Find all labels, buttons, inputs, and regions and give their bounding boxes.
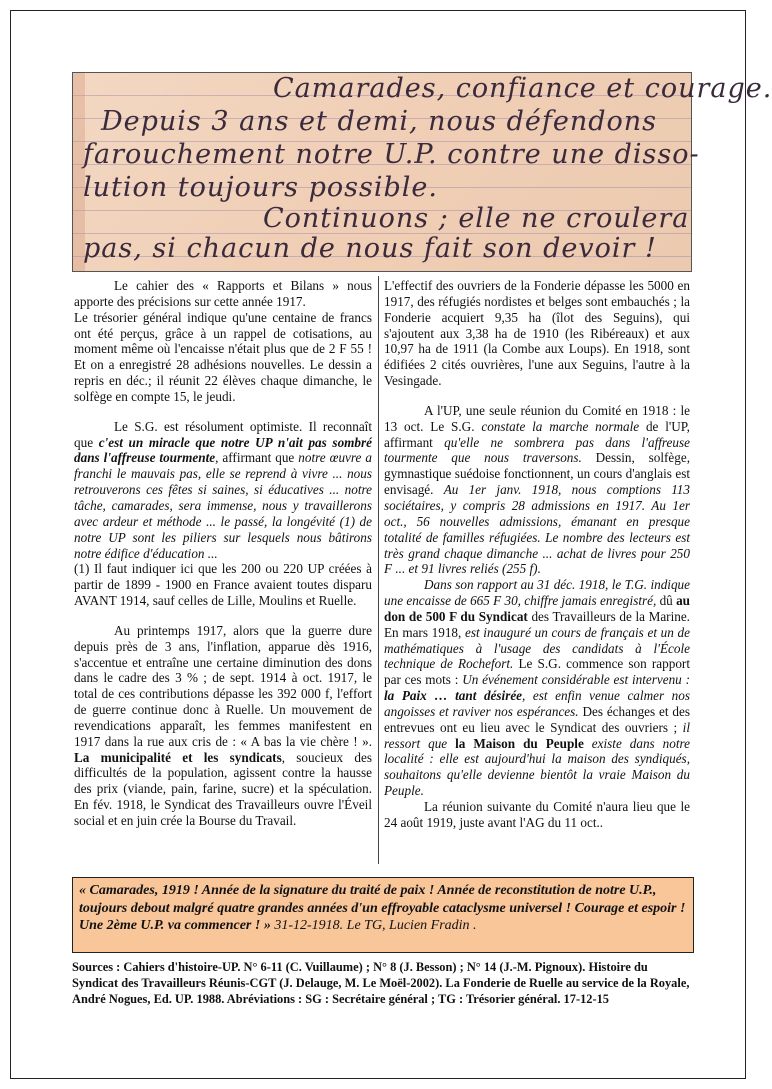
quote-box	[72, 877, 694, 953]
handwritten-manuscript-image	[72, 72, 772, 272]
manuscript-line: Camarades, confiance et courage.	[273, 73, 772, 104]
left-column	[74, 278, 372, 829]
column-divider	[378, 276, 379, 864]
paragraph: Le S.G. est résolument optimiste. Il reconnaît que c'est un miracle que notre UP n'ait pas sombré dans l'affreuse tourmente, affirmant que notre œuvre a franchi le mauvais pas, elle se reprend à vivre ... nous retrouverons ces fêtes si saines, si éducatives ... notre tâche, camarades, sera immense, nous y travaillerons avec ardeur et méthode ... le passé, la longévité (1) de notre UP sont les piliers sur lesquels nous bâtirons notre édifice d'éducation ...	[74, 418, 372, 561]
paragraph: Le cahier des « Rapports et Bilans » nous apporte des précisions sur cette année 1917.	[74, 278, 372, 309]
manuscript-line: Continuons ; elle ne croulera	[263, 203, 690, 234]
manuscript-line: Depuis 3 ans et demi, nous défendons	[101, 106, 658, 137]
quote-text: « Camarades, 1919 ! Année de la signature du traité de paix ! Année de reconstitution de notre U.P., toujours debout malgré quatre grandes années d'un effroyable cataclysme universel ! Courage et espoir ! Une 2ème U.P. va commencer ! »	[79, 883, 686, 933]
right-column	[384, 278, 690, 831]
paragraph: L'effectif des ouvriers de la Fonderie dépasse les 5000 en 1917, des réfugiés nordistes et belges sont embauchés ; la Fonderie acquiert 9,35 ha (îlot des Seguins), qui s'ajoutent aux 3,38 ha de 1910 (les Ribéreaux) et aux 10,97 ha de 1911 (la Combe aux Loups). En 1918, sont édifiées 2 cités ouvrières, l'une aux Seguins, l'autre à la Vesingade.	[384, 278, 690, 389]
manuscript-line: pas, si chacun de nous fait son devoir !	[83, 233, 657, 264]
paragraph: Dans son rapport au 31 déc. 1918, le T.G. indique une encaisse de 665 F 30, chiffre jamais enregistré, dû au don de 500 F du Syndicat des Travailleurs de la Marine. En mars 1918, est inauguré un cours de français et un de mathématiques à l'usage des candidats à l'École technique de Rochefort. Le S.G. commence son rapport par ces mots : Un événement considérable est intervenu : la Paix … tant désirée, est enfin venue calmer nos angoisses et raviver nos espérances. Des échanges et des entrevues ont eu lieu avec le Syndicat des ouvriers ; il ressort que la Maison du Peuple existe dans notre localité : elle est aujourd'hui la maison des syndiqués, souhaitons qu'elle devienne bientôt la vraie Maison du Peuple.	[384, 577, 691, 799]
paragraph: Le trésorier général indique qu'une centaine de francs ont été perçus, grâce à un rappel de cotisations, au moment même où l'encaisse n'était plus que de 2 F 55 ! Et on a enregistré 28 adhésions nouvelles. Le dessin a repris en déc.; il réunit 22 élèves chaque dimanche, le solfège en compte 15, le jeudi.	[74, 309, 372, 404]
footnote: (1) Il faut indiquer ici que les 200 ou 220 UP créées à partir de 1899 - 1900 en France avaient toutes disparu AVANT 1914, sauf celles de Lille, Moulins et Ruelle.	[74, 561, 372, 609]
manuscript-line: lution toujours possible.	[83, 172, 438, 203]
quote-signature: 31-12-1918. Le TG, Lucien Fradin .	[270, 918, 477, 933]
sources-note: Sources : Cahiers d'histoire-UP. N° 6-11 (C. Vuillaume) ; N° 8 (J. Besson) ; N° 14 (J.-M. Pignoux). Histoire du Syndicat des Travailleurs Réunis-CGT (J. Delauge, M. Le Moël-2002). La Fonderie de Ruelle au service de la Royale, André Nogues, Ed. UP. 1988. Abréviations : SG : Secrétaire général ; TG : Trésorier général. 17-12-15	[72, 960, 690, 1006]
paragraph: La réunion suivante du Comité n'aura lieu que le 24 août 1919, juste avant l'AG du 11 oct..	[384, 799, 690, 830]
paragraph: A l'UP, une seule réunion du Comité en 1918 : le 13 oct. Le S.G. constate la marche normale de l'UP, affirmant qu'elle ne sombrera pas dans l'affreuse tourmente que nous traversons. Dessin, solfège, gymnastique suédoise fonctionnent, un cours d'anglais est envisagé. Au 1er janv. 1918, nous comptions 113 sociétaires, y compris 28 admissions en 1917. Au 1er oct., 56 nouvelles admissions, émanant en presque totalité de familles réfugiées. Le nombre des lecteurs est très grand chaque dimanche ... achat de livres pour 250 F ... et 91 livres reliés (255 f).	[384, 402, 690, 577]
paragraph: Au printemps 1917, alors que la guerre dure depuis près de 3 ans, l'inflation, apparue dès 1916, s'accentue et entraîne une certaine diminution des dons dans le cadre des 3 % ; de sept. 1914 à oct. 1917, le total de ces contributions dépasse les 392 000 f, l'effort de guerre continue donc à Ruelle. Un mouvement de revendications apparaît, les femmes manifestent en 1917 dans la rue aux cris de : « A bas la vie chère ! ». La municipalité et les syndicats, soucieux des difficultés de la population, agissent contre la hausse des prix (viande, pain, farine, sucre) et la spéculation. En fév. 1918, le Syndicat des Travailleurs ouvre l'Éveil social et en juin crée la Bourse du Travail.	[74, 622, 372, 828]
manuscript-line: farouchement notre U.P. contre une disso-	[83, 139, 700, 170]
